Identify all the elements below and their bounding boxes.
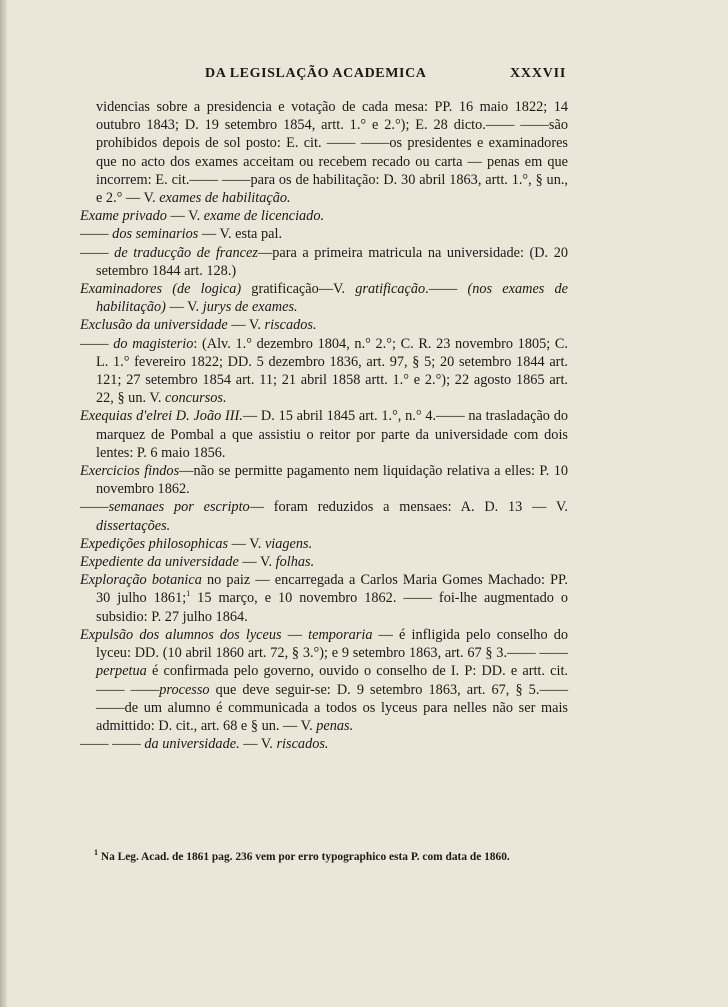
entry-text: — V. <box>239 736 277 753</box>
entry-italic-text: folhas. <box>275 554 315 571</box>
footnote-text: Na Leg. Acad. de 1861 pag. 236 vem por erro typographico esta P. com data de 1860. <box>100 851 510 863</box>
index-entry <box>80 553 568 571</box>
entry-italic-text: temporaria <box>308 626 373 643</box>
entry-text: — V. <box>238 554 276 571</box>
entry-text: — V. <box>165 299 203 316</box>
entry-italic-text: (nos exames de habilitação) <box>96 281 569 316</box>
entry-italic-text: concursos. <box>165 390 227 407</box>
entry-italic-text: penas. <box>316 717 354 734</box>
entry-italic-text: exame de licenciado. <box>203 208 325 225</box>
index-entry <box>80 225 568 243</box>
entry-italic-text: Expulsão dos alumnos dos lyceus <box>80 626 282 643</box>
entry-italic-text: do magisterio <box>113 335 194 352</box>
entry-text: no paiz — encarregada a Carlos Maria Gomes Machado: PP. 30 julho 1861; <box>96 572 569 607</box>
index-entry <box>80 98 568 207</box>
entry-italic-text: gratificação <box>355 281 426 298</box>
entry-text: — V. <box>227 317 265 334</box>
index-entry <box>80 244 568 280</box>
entry-italic-text: Expedições philosophicas <box>80 535 229 552</box>
entry-text: 15 março, e 10 novembro 1862. —— foi-lhe augmentado o subsidio: P. 27 julho 1864. <box>96 590 568 625</box>
entry-italic-text: Exploração botanica <box>80 572 202 589</box>
entry-text: —— <box>80 499 109 516</box>
entry-text: .—— <box>425 281 468 298</box>
entry-text: é confirmada pelo governo, ouvido o conselho de I. P: DD. e artt. cit. —— —— <box>96 663 568 698</box>
footnote <box>80 849 568 865</box>
entry-text: —— <box>80 244 115 261</box>
entry-text: — V. <box>166 208 204 225</box>
index-entry <box>80 462 568 498</box>
index-entry <box>80 316 568 334</box>
entry-text: — D. 15 abril 1845 art. 1.°, n.° 4.—— na trasladação do marquez de Pombal a que assistiu o reitor por parte da universidade com dois lentes: P. 6 maio 1856. <box>96 408 568 461</box>
footnote-line <box>80 849 568 865</box>
entry-italic-text: exames de habilitação. <box>159 190 291 207</box>
entry-text: — foram reduzidos a mensaes: A. D. 13 — V. <box>249 499 568 516</box>
entry-text: videncias sobre a presidencia e votação de cada mesa: PP. 16 maio 1822; 14 outubro 1843; D. 19 setembro 1854, artt. 1.° e 2.°); E. 28 dicto.—— ——são prohibidos depois de sol posto: E. cit. —— ——os presidentes e examinadores que no acto dos exames acceitam ou recebem recado ou carta — penas em que incorrem: E. cit.—— ——para os de habilitação: D. 30 abril 1863, artt. 1.°, § un., e 2.° — V. <box>96 99 568 207</box>
entry-text: —— —— <box>80 736 145 753</box>
entry-text: —— <box>80 335 114 352</box>
entry-text: : (Alv. 1.° dezembro 1804, n.° 2.°; C. R. 23 novembro 1805; C. L. 1.° fevereiro 1822; DD. 5 dezembro 1836, art. 97, § 5; 20 setembro 1844 art. 121; 27 setembro 1854 art. 11; 21 abril 1858 artt. 1.° e 2.°); 22 agosto 1865 art. 22, § un. V. <box>96 335 568 407</box>
entry-italic-text: jurys de exames. <box>202 299 298 316</box>
index-entry <box>80 571 568 626</box>
entry-italic-text: viagens. <box>264 535 313 552</box>
entry-italic-text: Expediente da universidade <box>80 554 239 571</box>
entry-italic-text: semanaes por escripto <box>108 499 250 516</box>
index-entry <box>80 498 568 534</box>
entry-text: que deve seguir-se: D. 9 setembro 1863, art. 67, § 5.—— ——de um alumno é communicada a todos os lyceus para nelles não ser mais admittido: D. cit., art. 68 e § un. — V. <box>96 681 569 734</box>
index-entries <box>80 98 568 753</box>
entry-italic-text: Exame privado <box>80 208 167 225</box>
entry-text: —para a primeira matricula na universidade: (D. 20 setembro 1844 art. 128.) <box>96 244 568 279</box>
entry-italic-text: Examinadores (de logica) <box>80 281 242 298</box>
footnote-ref: 1 <box>186 589 191 599</box>
footnote-marker: 1 <box>94 848 98 858</box>
index-entry <box>80 207 568 225</box>
entry-italic-text: da universidade. <box>144 736 240 753</box>
entry-text: — V. esta pal. <box>198 226 283 243</box>
index-entry <box>80 407 568 462</box>
index-entry <box>80 535 568 553</box>
entry-italic-text: Exequias d'elrei D. João III. <box>80 408 243 425</box>
entry-italic-text: riscados. <box>264 317 317 334</box>
entry-italic-text: dissertações. <box>96 517 171 534</box>
entry-italic-text: Exercicios findos <box>80 463 180 480</box>
page-number: XXXVII <box>510 66 567 81</box>
entry-text: —— <box>80 226 113 243</box>
index-entry <box>80 280 568 316</box>
entry-text: — V. <box>228 535 265 552</box>
entry-italic-text: Exclusão da universidade <box>80 317 228 334</box>
page-gutter-shadow <box>0 0 7 1007</box>
index-entry <box>80 735 568 753</box>
entry-text: gratificação—V. <box>241 281 356 298</box>
entry-italic-text: dos seminarios <box>112 226 199 243</box>
entry-italic-text: perpetua <box>96 663 147 680</box>
entry-italic-text: de traducção de francez <box>114 244 258 261</box>
entry-italic-text: riscados. <box>276 736 329 753</box>
entry-italic-text: processo <box>159 681 210 698</box>
entry-text: — é infligida pelo conselho do lyceu: DD. (10 abril 1860 art. 72, § 3.°); e 9 setembro 1863, art. 67 § 3.—— —— <box>96 626 569 662</box>
index-entry <box>80 626 568 735</box>
index-entry <box>80 335 568 408</box>
entry-text: — <box>281 626 309 643</box>
header-title: DA LEGISLAÇÃO ACADEMICA <box>205 66 427 81</box>
entry-text: —não se permitte pagamento nem liquidação relativa a elles: P. 10 novembro 1862. <box>96 463 568 498</box>
